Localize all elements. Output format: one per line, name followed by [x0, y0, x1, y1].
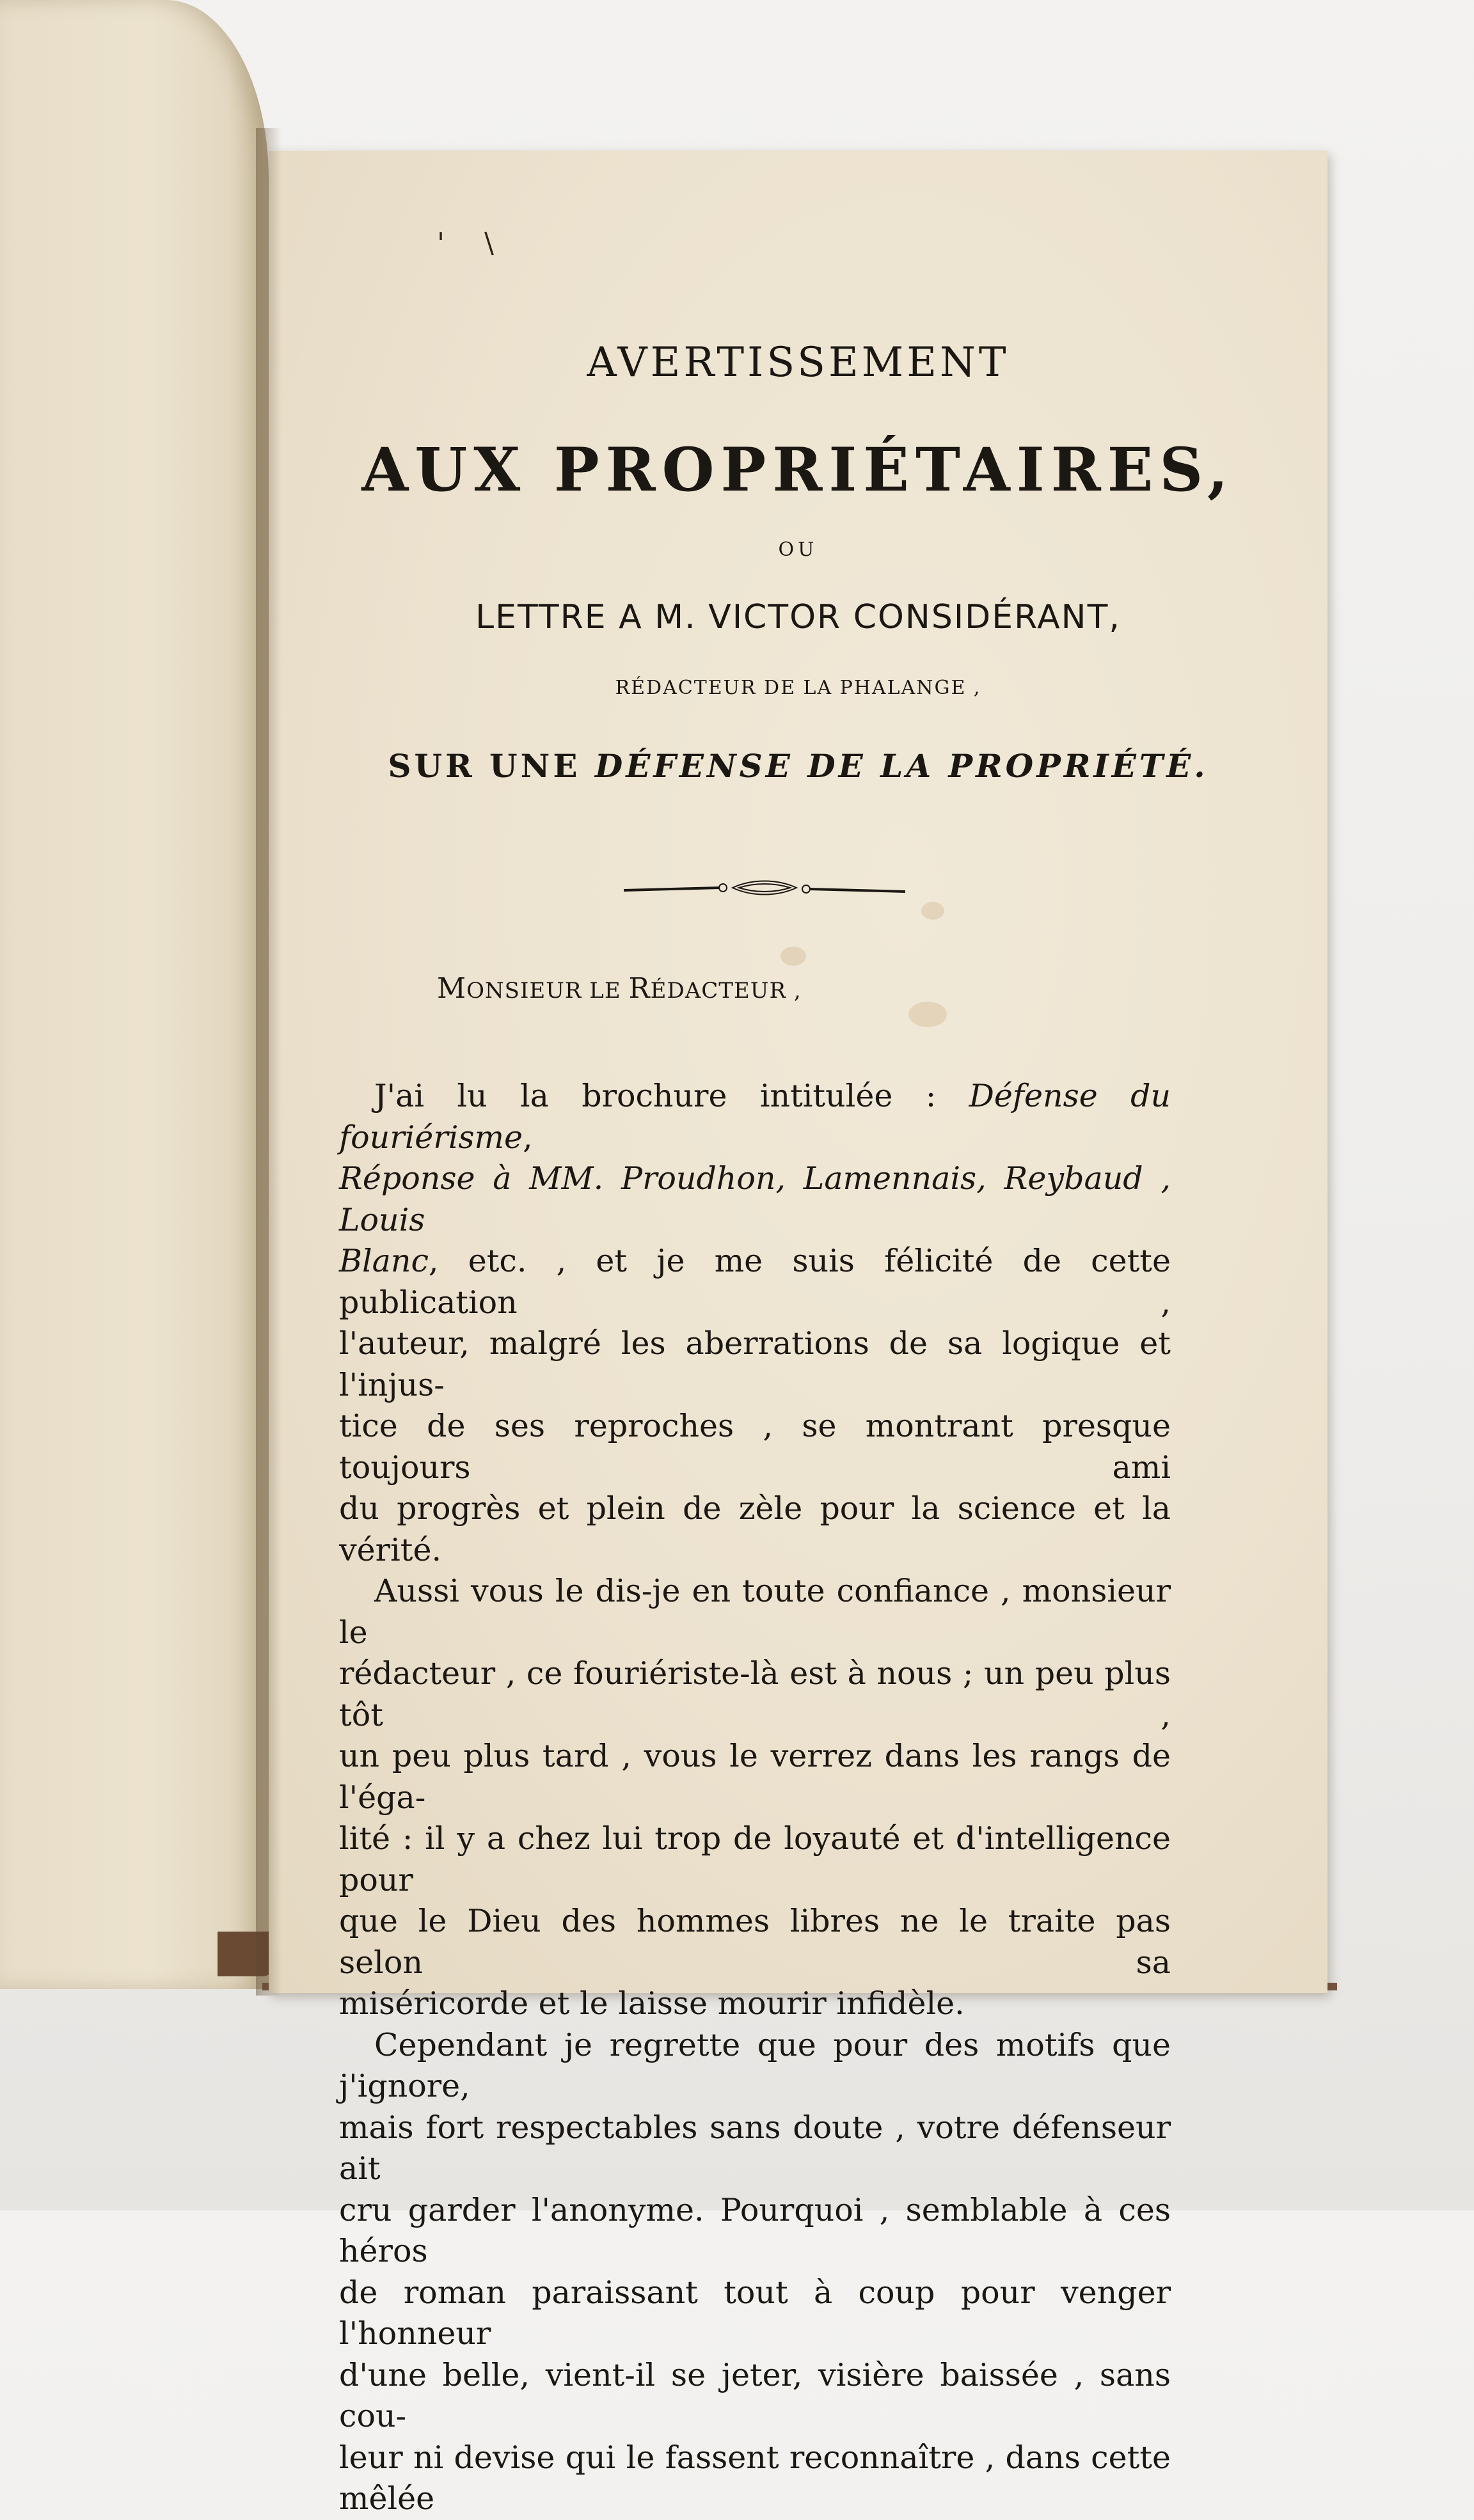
- text-line-plain: ,: [523, 1119, 533, 1156]
- text-line-plain: l'auteur, malgré les aberrations de sa logique et l'injus-: [339, 1325, 1171, 1403]
- text-line: [339, 1488, 1171, 1571]
- title-proprietaires: AUX PROPRIÉTAIRES,: [361, 435, 1235, 505]
- title-lettre: LETTRE A M. VICTOR CONSIDÉRANT,: [475, 598, 1121, 636]
- text-line: [339, 1076, 1171, 1158]
- text-line: [339, 2272, 1171, 2355]
- text-line-plain: , etc. , et je me suis félicité de cette publication ,: [339, 1243, 1171, 1321]
- text-line: [339, 1818, 1171, 1901]
- text-line-plain: mais fort respectables sans doute , votre défenseur ait: [339, 2109, 1171, 2187]
- salutation: [437, 972, 802, 1005]
- text-line: [339, 2355, 1171, 2437]
- text-line: [339, 1323, 1171, 1406]
- salutation-small-caps-1: ONSIEUR LE: [466, 978, 629, 1004]
- text-line-plain: du progrès et plein de zèle pour la science et la vérité.: [339, 1490, 1171, 1568]
- ornament-divider: [624, 876, 905, 902]
- text-line-plain: que le Dieu des hommes libres ne le traite pas selon sa: [339, 1903, 1171, 1981]
- foxing-spot: [781, 947, 806, 966]
- ink-marks: ' \: [437, 227, 509, 260]
- title-defense-prefix: SUR UNE: [388, 747, 595, 785]
- text-line-italic: Défense du fouriérisme: [339, 1078, 1171, 1156]
- text-line-plain: d'une belle, vient-il se jeter, visière baissée , sans cou-: [339, 2356, 1171, 2434]
- text-line-plain: J'ai lu la brochure intitulée :: [374, 1078, 969, 1114]
- body-text: [339, 1076, 1171, 2520]
- text-line: [339, 2025, 1171, 2107]
- foxing-spot: [921, 902, 944, 920]
- text-line: [339, 1571, 1171, 1653]
- text-line-plain: lité : il y a chez lui trop de loyauté et d'intelligence pour: [339, 1820, 1171, 1898]
- salutation-cap-1: M: [437, 972, 467, 1005]
- text-line: [339, 2107, 1171, 2190]
- text-line-plain: Aussi vous le dis-je en toute confiance , monsieur le: [339, 1573, 1171, 1651]
- text-line: [339, 2190, 1171, 2272]
- text-line: [339, 1406, 1171, 1488]
- text-line-plain: leur ni devise qui le fassent reconnaître , dans cette mêlée: [339, 2439, 1171, 2517]
- text-line-plain: de roman paraissant tout à coup pour venger l'honneur: [339, 2274, 1171, 2352]
- text-line-plain: rédacteur , ce fouriériste-là est à nous ; un peu plus tôt ,: [339, 1655, 1171, 1733]
- title-ou: OU: [778, 539, 818, 561]
- text-line-plain: un peu plus tard , vous le verrez dans les rangs de l'éga-: [339, 1738, 1171, 1816]
- text-line: [339, 1158, 1171, 1241]
- foxing-spot: [908, 1002, 947, 1027]
- title-avertissement: AVERTISSEMENT: [587, 339, 1010, 386]
- text-line-italic: Réponse à MM. Proudhon, Lamennais, Reybaud , Louis: [339, 1160, 1171, 1238]
- salutation-small-caps-2: ÉDACTEUR ,: [650, 978, 802, 1004]
- salutation-cap-2: R: [628, 972, 651, 1005]
- left-page: [0, 0, 269, 1989]
- text-line: [339, 2437, 1171, 2520]
- title-defense-italic: DÉFENSE DE LA PROPRIÉTÉ.: [594, 747, 1209, 785]
- gutter-shadow: [256, 128, 281, 1996]
- text-line-plain: miséricorde et le laisse mourir infidèle.: [339, 1985, 965, 2022]
- text-line-plain: Cependant je regrette que pour des motifs que j'ignore,: [339, 2026, 1171, 2104]
- text-line-plain: cru garder l'anonyme. Pourquoi , semblable à ces héros: [339, 2191, 1171, 2269]
- text-line: [339, 1736, 1171, 1818]
- text-line: [339, 1241, 1171, 1323]
- text-line: [339, 1983, 1171, 2025]
- title-defense: [269, 747, 1327, 785]
- text-line-plain: tice de ses reproches , se montrant presque toujours ami: [339, 1408, 1171, 1486]
- text-line: [339, 1901, 1171, 1983]
- title-redacteur: RÉDACTEUR DE LA PHALANGE ,: [615, 677, 981, 699]
- text-line: [339, 1653, 1171, 1736]
- text-line-italic: Blanc: [339, 1243, 429, 1279]
